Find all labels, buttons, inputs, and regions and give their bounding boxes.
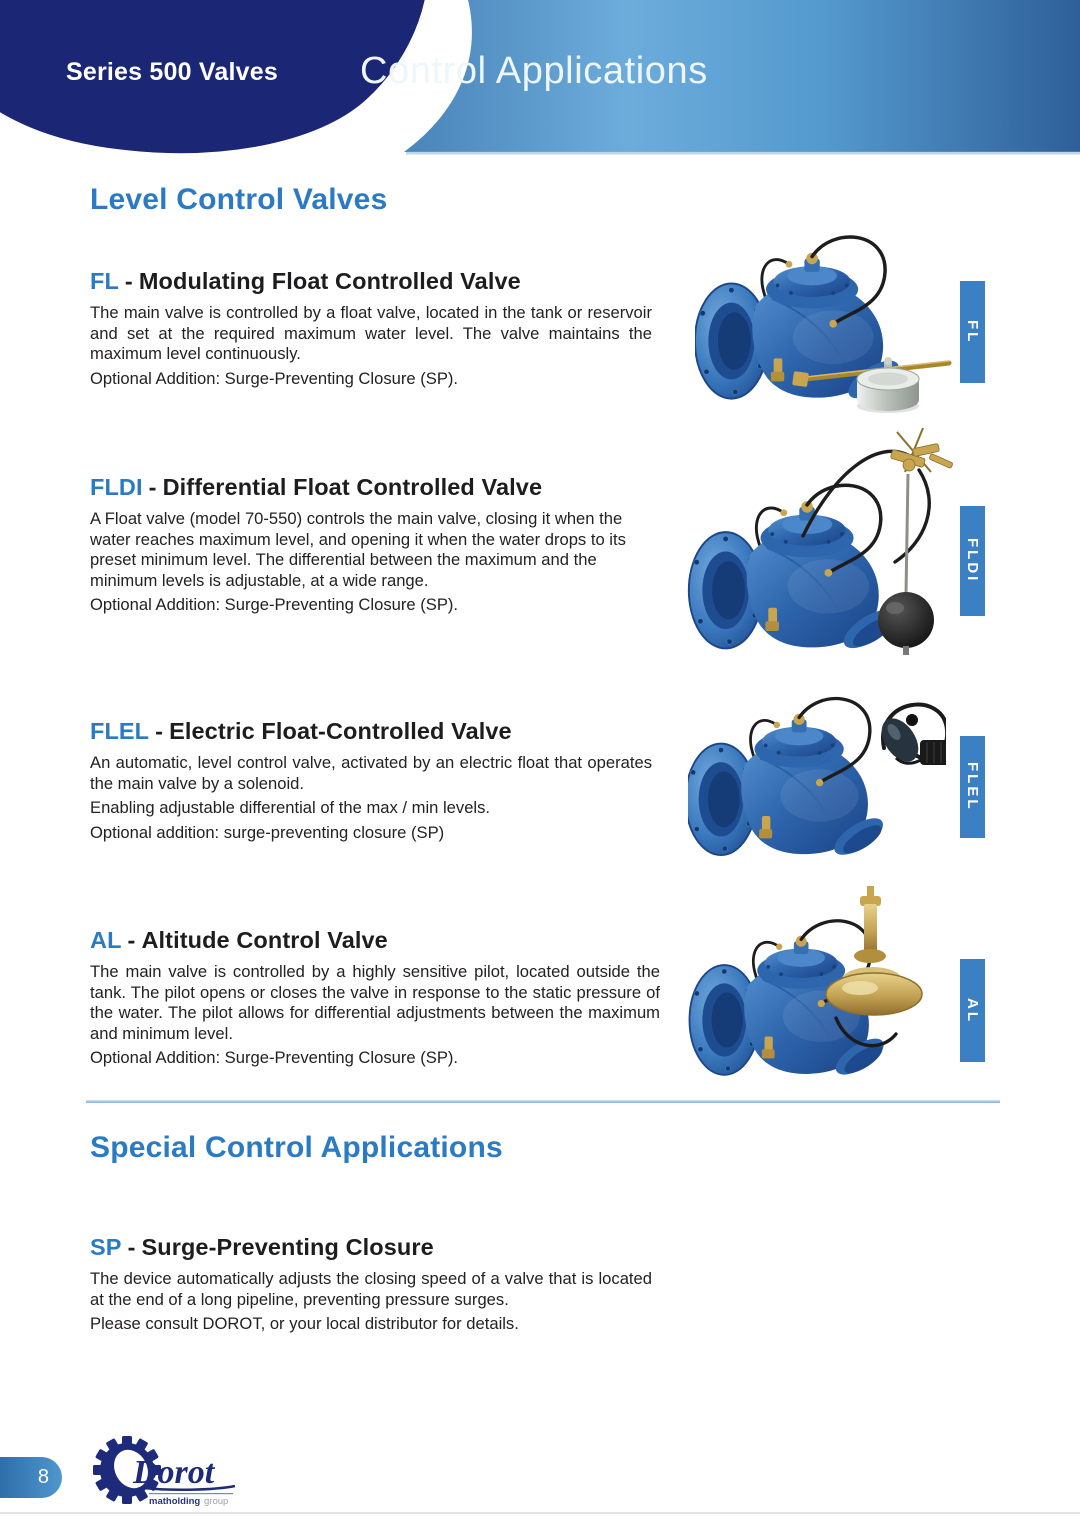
- brand-sub-group: group: [204, 1496, 229, 1507]
- product-fldi-optional-note: Optional Addition: Surge-Preventing Closure (SP).: [90, 595, 459, 614]
- product-al-name: Altitude Control Valve: [141, 927, 388, 953]
- section-heading-special-control: Special Control Applications: [90, 1131, 503, 1164]
- product-fldi-description: A Float valve (model 70-550) controls the main valve, closing it when the water reaches maximum level, and opening it when the water drops to its preset minimum level. The differential between the maximum and the minimum levels is adjustable, at a wide range.: [90, 509, 626, 590]
- page-title: Control Applications: [360, 50, 708, 92]
- product-sp-name: Surge-Preventing Closure: [141, 1234, 434, 1260]
- heading-dash: -: [148, 474, 157, 500]
- product-al-description: The main valve is controlled by a highly sensitive pilot, located outside the tank. The pilot opens or closes the valve in response to the static pressure of the water. The pilot allows for differential adjustments between the maximum and minimum level.: [90, 962, 660, 1043]
- heading-dash: -: [124, 268, 133, 294]
- product-sp: [90, 1234, 652, 1335]
- brand-sub-matholding: matholding: [149, 1496, 201, 1507]
- dorot-logo: [85, 1436, 250, 1510]
- section-divider: [86, 1100, 1000, 1103]
- side-tab-al: [960, 959, 985, 1062]
- fl-valve-image: [695, 222, 953, 414]
- brand-name: Dorot: [133, 1454, 215, 1491]
- heading-dash: -: [127, 1234, 136, 1260]
- al-valve-image: [688, 882, 936, 1090]
- product-fl: [90, 268, 652, 389]
- side-tab-fldi: [960, 506, 985, 616]
- heading-dash: -: [127, 927, 136, 953]
- product-flel-optional-note: Optional addition: surge-preventing closure (SP): [90, 822, 445, 842]
- product-al-code: AL: [90, 927, 122, 953]
- page-number-tab: [0, 1457, 62, 1498]
- product-fl-code: FL: [90, 268, 119, 294]
- product-fl-name: Modulating Float Controlled Valve: [138, 268, 521, 294]
- flel-valve-image: [688, 682, 946, 870]
- product-sp-heading: [90, 1234, 652, 1261]
- page-bottom-edge: [0, 1512, 1080, 1514]
- product-fl-optional-note: Optional Addition: Surge-Preventing Closure (SP).: [90, 368, 459, 388]
- product-flel-description: An automatic, level control valve, activated by an electric float that operates the main valve by a solenoid.: [90, 753, 652, 793]
- product-flel-code: FLEL: [90, 718, 150, 744]
- heading-dash: -: [155, 718, 164, 744]
- product-fl-heading: [90, 268, 652, 295]
- product-al-optional-note: Optional Addition: Surge-Preventing Closure (SP).: [90, 1048, 459, 1067]
- side-tab-flel: [960, 736, 985, 838]
- product-sp-consult-note: Please consult DOROT, or your local distributor for details.: [90, 1314, 519, 1333]
- series-label: Series 500 Valves: [66, 58, 278, 86]
- side-tab-fl: [960, 281, 985, 383]
- product-sp-code: SP: [90, 1234, 122, 1260]
- flel-electric-float-graphic: [874, 705, 946, 769]
- product-flel: [90, 718, 652, 843]
- product-al-heading: [90, 927, 660, 954]
- product-fldi-name: Differential Float Controlled Valve: [162, 474, 543, 500]
- side-tab-al-label: AL: [964, 997, 981, 1024]
- product-flel-heading: [90, 718, 652, 745]
- fldi-valve-image: [685, 418, 957, 670]
- product-fl-description: The main valve is controlled by a float valve, located in the tank or reservoir and set at the required maximum water level. The valve maintains the maximum level continuously.: [90, 303, 652, 363]
- product-fldi-code: FLDI: [90, 474, 143, 500]
- product-fldi-heading: [90, 474, 642, 501]
- side-tab-fldi-label: FLDI: [964, 538, 981, 584]
- product-flel-differential-note: Enabling adjustable differential of the max / min levels.: [90, 798, 491, 817]
- section-heading-level-control: Level Control Valves: [90, 183, 388, 216]
- product-flel-name: Electric Float-Controlled Valve: [169, 718, 512, 744]
- product-al: [90, 927, 660, 1069]
- side-tab-fl-label: FL: [964, 319, 981, 345]
- product-fldi: [90, 474, 642, 616]
- side-tab-flel-label: FLEL: [964, 762, 981, 812]
- page-number: 8: [37, 1466, 49, 1488]
- product-sp-description: The device automatically adjusts the closing speed of a valve that is located at the end of a long pipeline, preventing pressure surges.: [90, 1269, 652, 1309]
